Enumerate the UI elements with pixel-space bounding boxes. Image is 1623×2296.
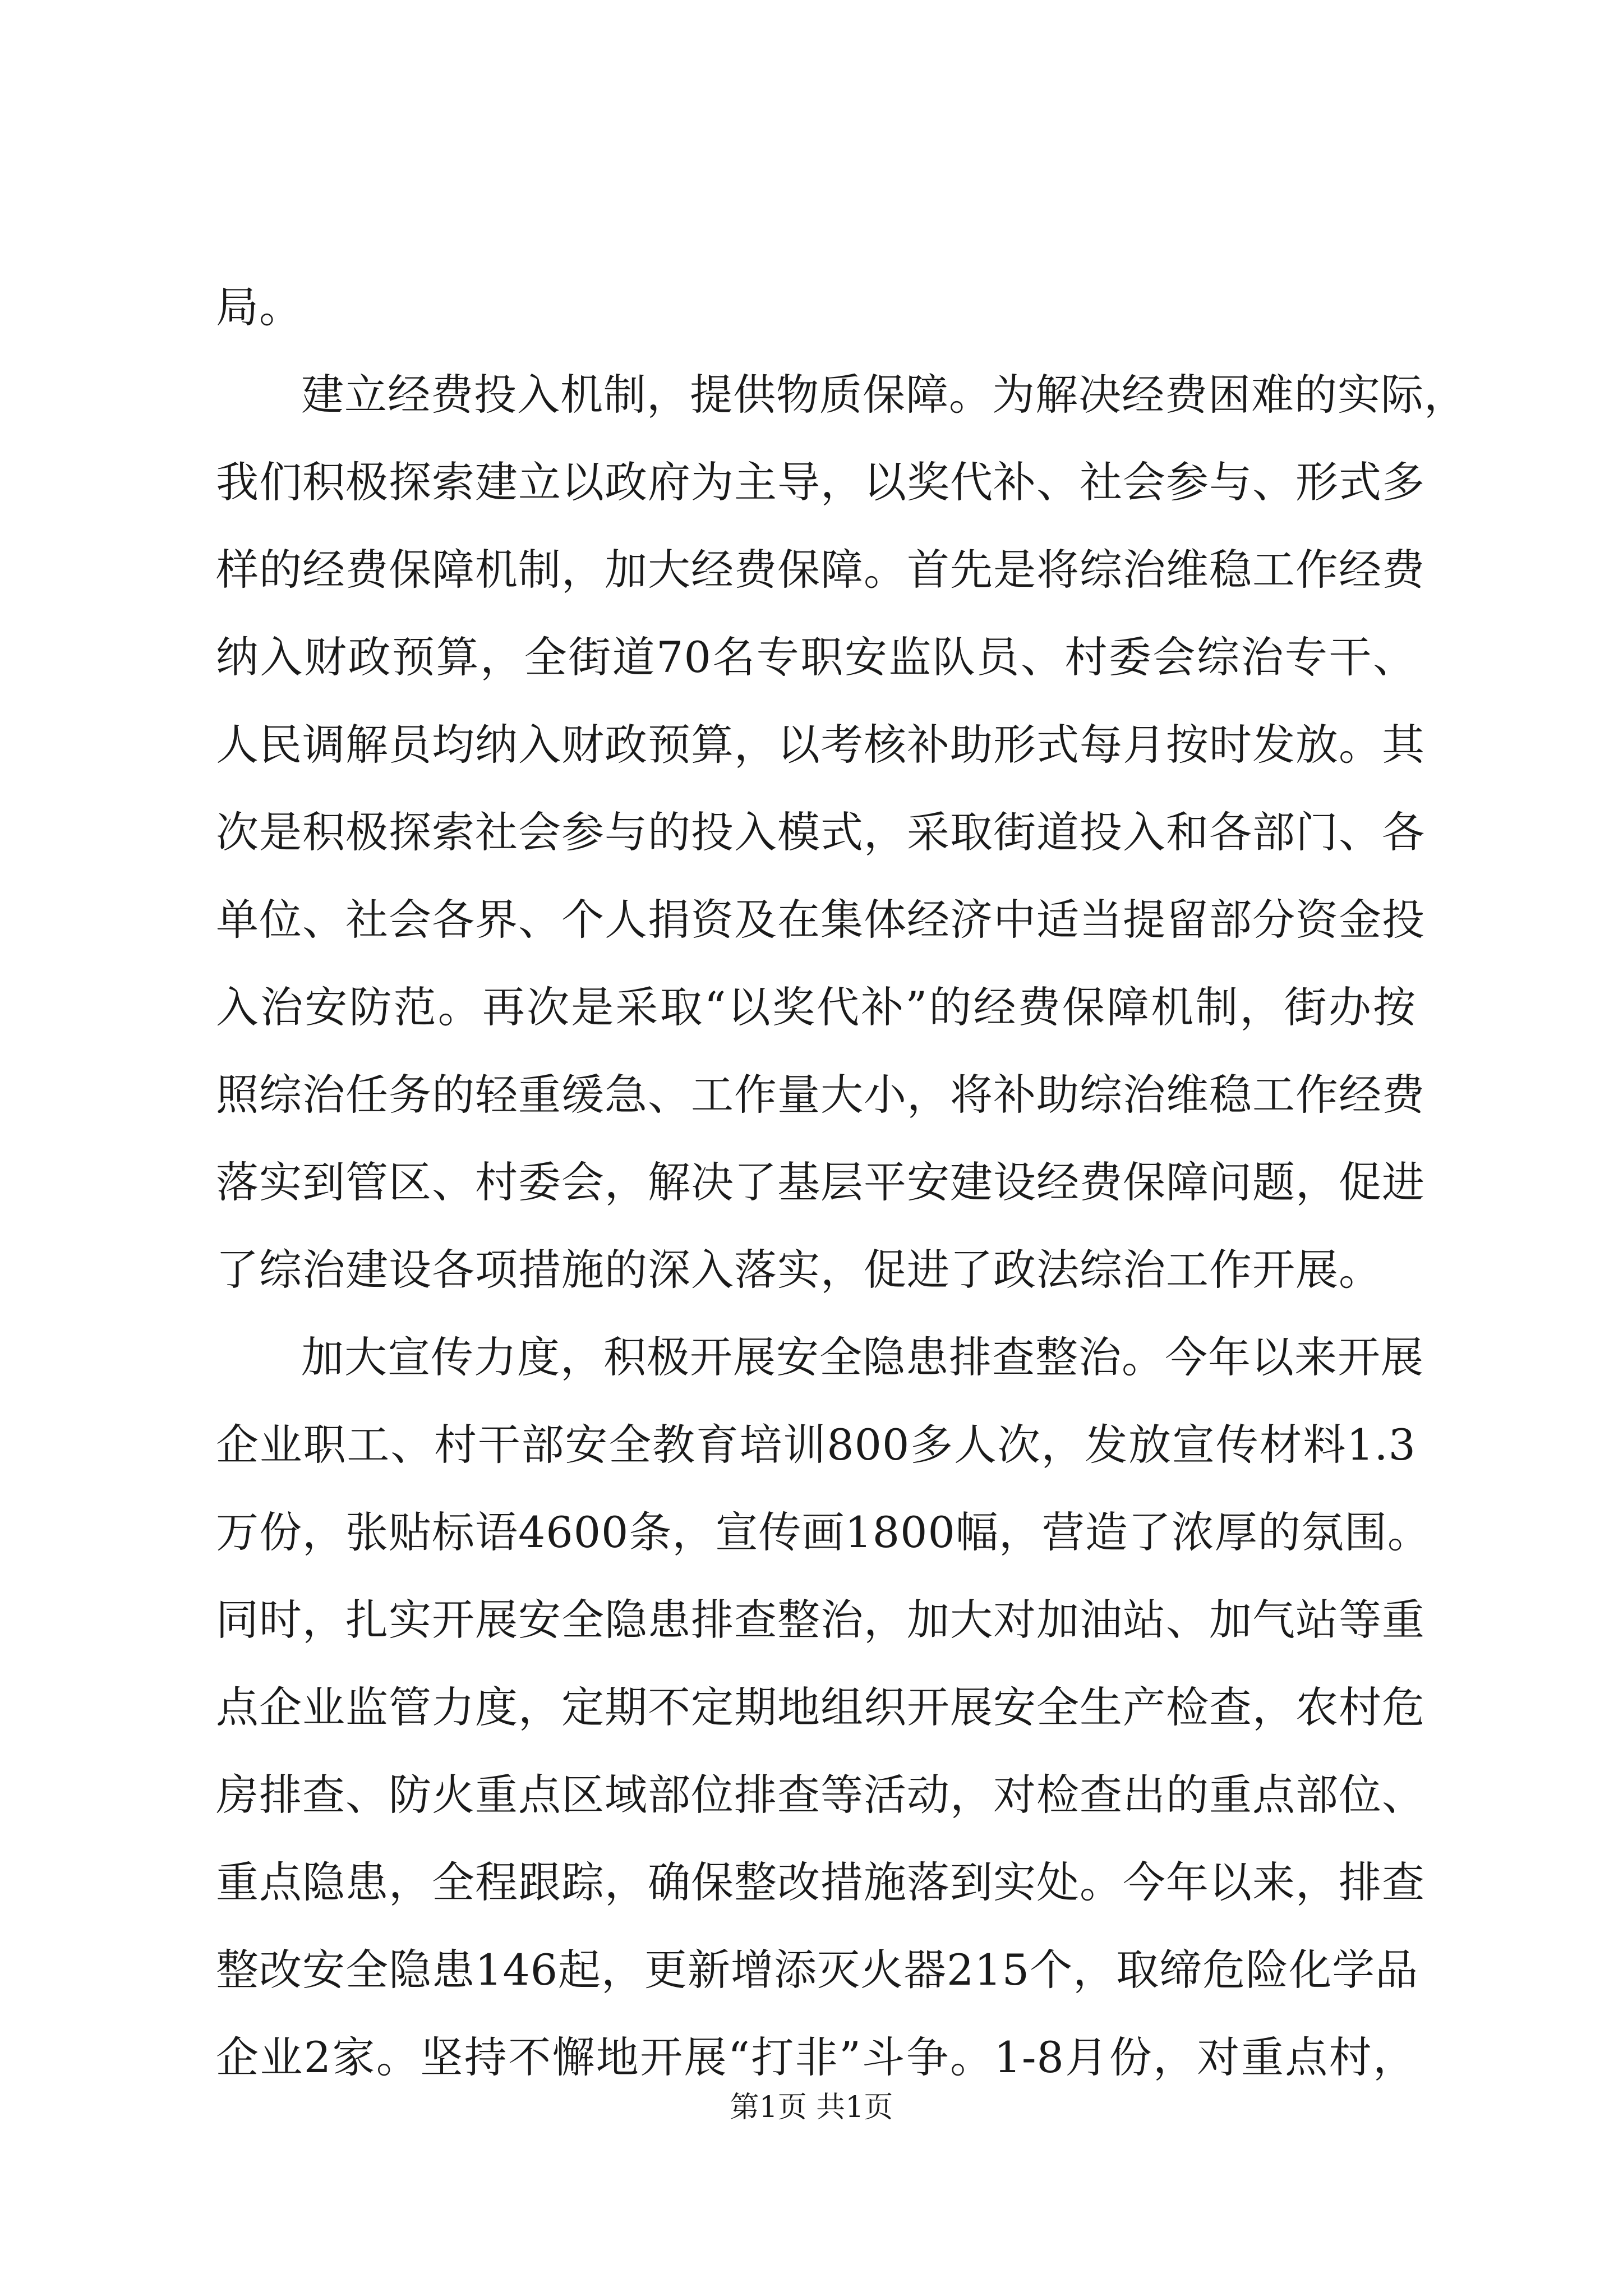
text-line-3: 我们积极探索建立以政府为主导，以奖代补、社会参与、形式多 <box>216 457 1425 507</box>
text-line-17: 点企业监管力度，定期不定期地组织开展安全生产检查，农村危 <box>216 1682 1425 1732</box>
text-line-10: 照综治任务的轻重缓急、工作量大小，将补助综治维稳工作经费 <box>216 1070 1425 1120</box>
document-body <box>216 264 1467 2101</box>
text-line-6: 人民调解员均纳入财政预算，以考核补助形式每月按时发放。其 <box>216 720 1425 770</box>
text-line-21: 企业2家。坚持不懈地开展“打非”斗争。1-8月份，对重点村， <box>216 2032 1416 2082</box>
text-line-7: 次是积极探索社会参与的投入模式，采取街道投入和各部门、各 <box>216 807 1425 857</box>
text-line-5: 纳入财政预算，全街道70名专职安监队员、村委会综治专干、 <box>216 632 1416 682</box>
text-line-8: 单位、社会各界、个人捐资及在集体经济中适当提留部分资金投 <box>216 895 1425 945</box>
text-line-20: 整改安全隐患146起，更新增添灭火器215个，取缔危险化学品 <box>216 1945 1419 1995</box>
text-line-1: 局。 <box>216 282 302 332</box>
text-line-18: 房排查、防火重点区域部位排查等活动，对检查出的重点部位、 <box>216 1770 1425 1820</box>
text-line-12: 了综治建设各项措施的深入落实，促进了政法综治工作开展。 <box>216 1245 1382 1295</box>
text-line-11: 落实到管区、村委会，解决了基层平安建设经费保障问题，促进 <box>216 1157 1425 1207</box>
text-line-4: 样的经费保障机制，加大经费保障。首先是将综治维稳工作经费 <box>216 545 1425 595</box>
text-line-14: 企业职工、村干部安全教育培训800多人次，发放宣传材料1.3 <box>216 1420 1416 1470</box>
page-footer: 第1页 共1页 <box>730 2091 893 2124</box>
text-line-13: 加大宣传力度，积极开展安全隐患排查整治。今年以来开展 <box>301 1332 1424 1382</box>
text-line-19: 重点隐患，全程跟踪，确保整改措施落到实处。今年以来，排查 <box>216 1857 1425 1907</box>
text-line-15: 万份，张贴标语4600条，宣传画1800幅，营造了浓厚的氛围。 <box>216 1507 1431 1557</box>
text-line-16: 同时，扎实开展安全隐患排查整治，加大对加油站、加气站等重 <box>216 1595 1425 1645</box>
text-line-9: 入治安防范。再次是采取“以奖代补”的经费保障机制，街办按 <box>216 982 1416 1032</box>
text-line-2: 建立经费投入机制，提供物质保障。为解决经费困难的实际， <box>301 370 1467 420</box>
